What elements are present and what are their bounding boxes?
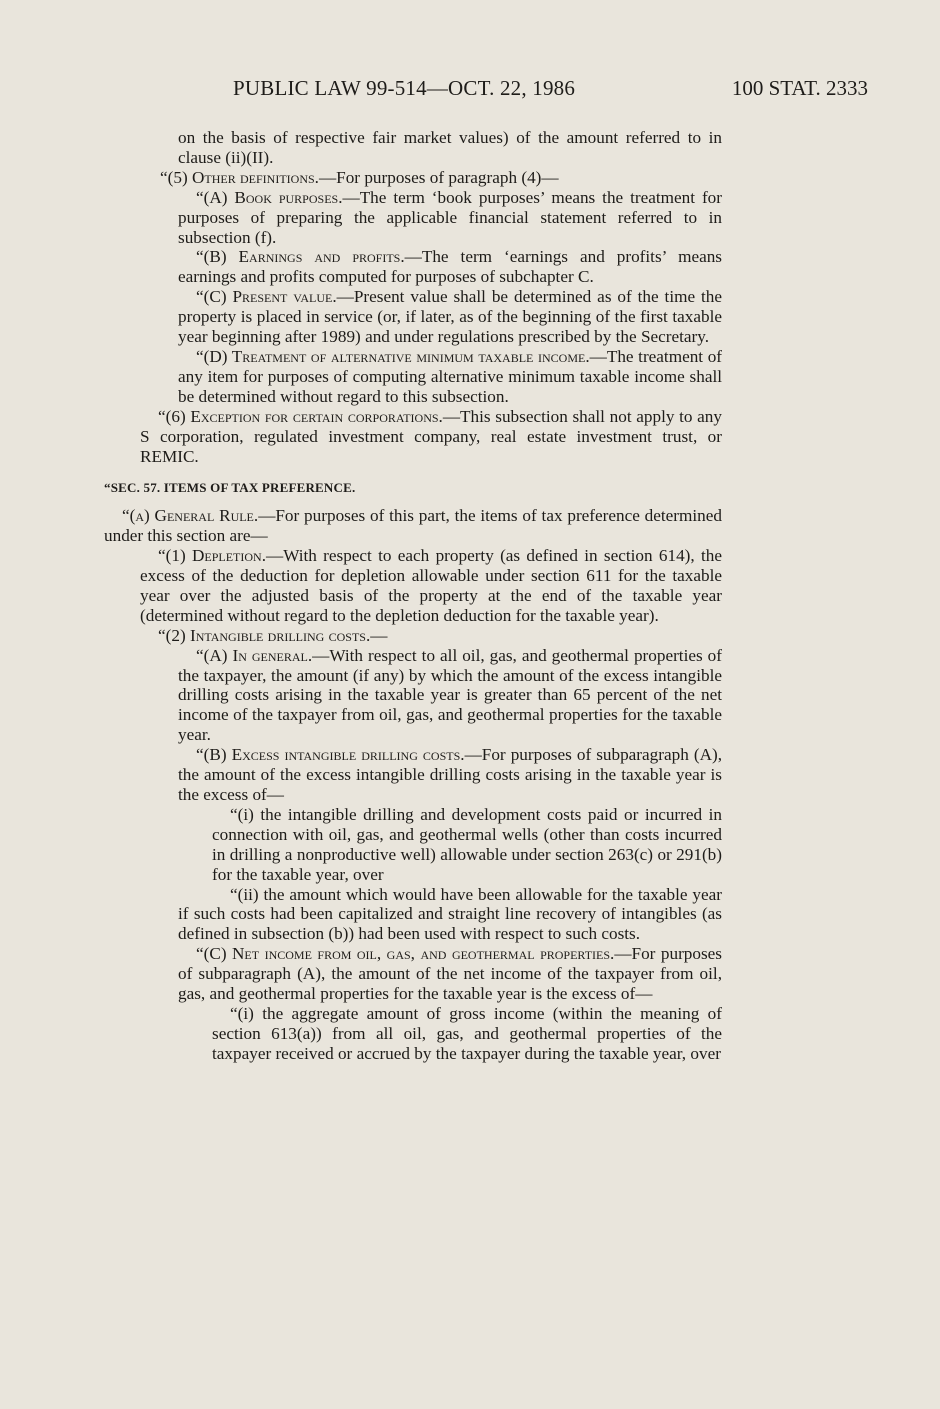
subsection-a-general-rule xyxy=(104,506,722,546)
heading-label: “(C) Net income from oil, gas, and geothermal properties. xyxy=(196,944,615,964)
paragraph-text: —This subsection shall not apply to any S corporation, regulated investment company, real estate investment trust, or REMIC. xyxy=(140,406,722,466)
paragraph-text: —For purposes of subparagraph (A), the amount of the net income of the taxpayer from oil, gas, and geothermal properties for the taxable year is the excess of— xyxy=(178,944,722,1004)
statute-text xyxy=(104,128,722,1064)
paragraph-1-depletion xyxy=(104,546,722,626)
heading-label: “(C) Present value. xyxy=(196,287,337,307)
subparagraph-d-treatment-of-amti xyxy=(104,347,722,407)
heading-label: “(a) General Rule. xyxy=(122,506,259,526)
paragraph-2-intangible-drilling-costs xyxy=(104,626,722,646)
page-header xyxy=(100,76,868,110)
paragraph-text: —The treatment of any item for purposes of computing alternative minimum taxable income shall be determined without regard to this subsection. xyxy=(178,346,723,406)
subparagraph-c-net-income xyxy=(104,944,722,1004)
subparagraph-b-excess-idc xyxy=(104,745,722,805)
heading-label: “(2) Intangible drilling costs. xyxy=(158,625,371,645)
paragraph-text: —For purposes of this part, the items of tax preference determined under this section are— xyxy=(104,506,722,546)
heading-label: “(A) Book purposes. xyxy=(196,187,343,207)
clause-i-idc-paid: “(i) the intangible drilling and development costs paid or incurred in connection with oil, gas, and geothermal wells (other than costs incurred in drilling a nonproductive well) allowable under section 263(c) or 291(b) for the taxable year, over xyxy=(212,804,722,884)
clause-ii-amount-allowable: “(ii) the amount which would have been allowable for the taxable year if such costs had been capitalized and straight line recovery of intangibles (as defined in subsection (b)) had been used with respect to such costs. xyxy=(178,884,722,944)
paragraph-5-other-definitions xyxy=(104,168,722,188)
section-57-heading: “SEC. 57. ITEMS OF TAX PREFERENCE. xyxy=(104,480,356,496)
paragraph-text: —For purposes of subparagraph (A), the amount of the excess intangible drilling costs arising in the taxable year is the excess of— xyxy=(178,745,722,804)
paragraph-text: —Present value shall be determined as of the time the property is placed in service (or, if later, as of the beginning of the first taxable year beginning after 1989) and under regulations prescribed by the Secretary. xyxy=(178,287,722,347)
subparagraph-b-earnings-and-profits xyxy=(104,247,722,287)
paragraph-text: —With respect to all oil, gas, and geothermal properties of the taxpayer, the amount (if any) by which the amount of the excess intangible drilling costs arising in the taxable year is greater than 65 percent of the net income of the taxpayer from oil, gas, and geothermal properties for the taxable year. xyxy=(178,645,722,745)
heading-label: “(D) Treatment of alternative minimum taxable income. xyxy=(196,346,590,366)
heading-label: “(B) Excess intangible drilling costs. xyxy=(196,745,465,765)
heading-label: “(5) Other definitions. xyxy=(160,167,319,187)
heading-label: “(6) Exception for certain corporations. xyxy=(158,406,443,426)
clause-i-gross-income: “(i) the aggregate amount of gross income (within the meaning of section 613(a)) from all oil, gas, and geothermal properties of the taxpayer received or accrued by the taxpayer during the taxable year, over xyxy=(212,1003,722,1063)
stat-page-number: 100 STAT. 2333 xyxy=(731,76,868,100)
paragraph-6-exception xyxy=(104,407,722,467)
subparagraph-a-in-general xyxy=(104,646,722,746)
running-title: PUBLIC LAW 99-514—OCT. 22, 1986 xyxy=(233,76,576,100)
heading-label: “(B) Earnings and profits. xyxy=(196,247,405,267)
paragraph-continuation: on the basis of respective fair market values) of the amount referred to in clause (ii)(II). xyxy=(178,128,722,167)
paragraph-text: —The term ‘earnings and profits’ means earnings and profits computed for purposes of subchapter C. xyxy=(178,247,722,287)
paragraph-text: —For purposes of paragraph (4)— xyxy=(318,167,559,187)
heading-label: “(A) In general. xyxy=(196,645,313,665)
subparagraph-c-present-value xyxy=(104,287,722,347)
subparagraph-a-book-purposes xyxy=(104,188,722,248)
paragraph-text: —With respect to each property (as defined in section 614), the excess of the deduction for depletion allowable under section 611 for the taxable year over the adjusted basis of the property at the end of the taxable year (determined without regard to the depletion deduction for the taxable year). xyxy=(140,546,722,625)
paragraph-text: —The term ‘book purposes’ means the treatment for purposes of preparing the applicable financial statement referred to in subsection (f). xyxy=(178,187,722,247)
paragraph-text: — xyxy=(370,625,388,645)
heading-label: “(1) Depletion. xyxy=(158,546,266,566)
